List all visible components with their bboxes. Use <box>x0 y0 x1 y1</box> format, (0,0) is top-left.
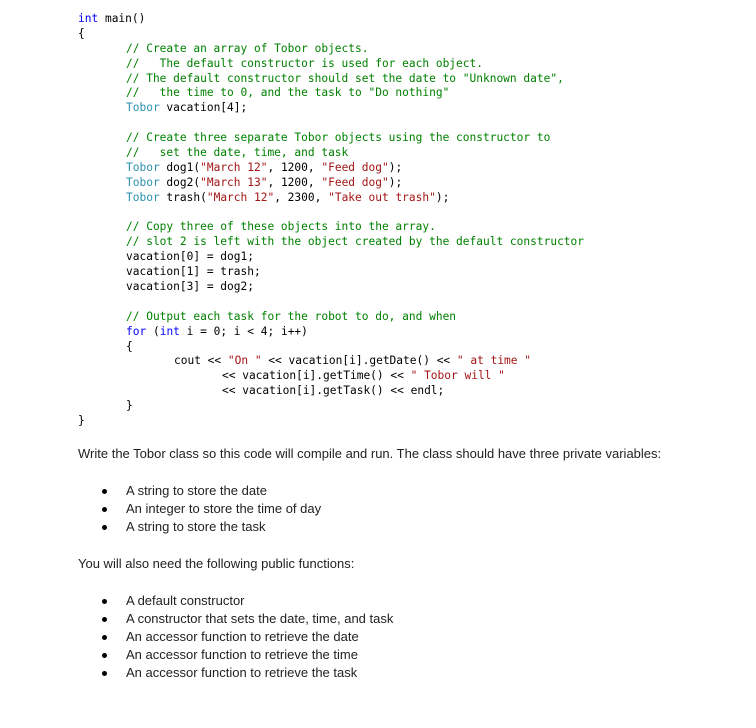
code-token: main() <box>98 12 146 25</box>
code-token: " at time " <box>456 354 531 368</box>
code-line <box>78 161 584 176</box>
code-token: int <box>78 12 99 25</box>
code-line <box>78 280 584 295</box>
code-line <box>78 265 584 280</box>
code-line <box>78 354 584 369</box>
code-line <box>78 340 584 355</box>
list-item <box>100 482 321 500</box>
code-token: // Output each task for the robot to do, and when <box>126 309 457 323</box>
code-token: , 1200, <box>267 175 322 189</box>
list-item <box>100 500 321 518</box>
code-line <box>78 235 584 250</box>
code-token: ); <box>435 190 450 204</box>
code-line <box>78 399 584 414</box>
code-line <box>78 101 584 116</box>
code-line <box>78 42 584 57</box>
code-token: ); <box>388 160 403 174</box>
code-line <box>78 325 584 340</box>
code-token: "Feed dog" <box>321 175 389 189</box>
code-token: { <box>78 26 85 40</box>
list-item <box>100 610 393 628</box>
functions-paragraph: You will also need the following public functions: <box>78 556 355 571</box>
code-line <box>78 176 584 191</box>
code-line <box>78 146 584 161</box>
code-line <box>78 191 584 206</box>
code-token: << vacation[i].getTask() << endl; <box>222 384 445 398</box>
bullet-icon <box>102 653 107 658</box>
code-line <box>78 27 584 42</box>
code-line <box>78 295 584 310</box>
code-line <box>78 116 584 131</box>
code-token: "March 12" <box>206 190 275 204</box>
bullet-icon <box>102 507 107 512</box>
list-item-text: A string to store the date <box>126 483 267 498</box>
code-line <box>78 310 584 325</box>
bullet-icon <box>102 635 107 640</box>
code-token: vacation[4]; <box>159 101 248 115</box>
list-item <box>100 646 393 664</box>
code-token: << vacation[i].getDate() << <box>261 354 457 368</box>
list-item-text: An accessor function to retrieve the date <box>126 629 359 644</box>
code-token: "On " <box>227 354 262 368</box>
list-item-text: An integer to store the time of day <box>126 501 322 516</box>
code-line <box>78 414 584 429</box>
bullet-icon <box>102 489 107 494</box>
code-line <box>78 72 584 87</box>
code-token: Tobor <box>126 175 160 189</box>
code-token: Tobor <box>126 190 160 204</box>
list-item <box>100 628 393 646</box>
bullet-icon <box>102 599 107 604</box>
code-token: Tobor <box>126 101 160 115</box>
code-token: // the time to 0, and the task to "Do nothing" <box>126 86 450 100</box>
code-token: } <box>78 414 85 428</box>
code-token: } <box>126 399 133 413</box>
list-item <box>100 664 393 682</box>
code-token: // Copy three of these objects into the array. <box>126 220 436 234</box>
intro-paragraph: Write the Tobor class so this code will compile and run. The class should have three private variables: <box>78 446 662 461</box>
list-item-text: An accessor function to retrieve the time <box>126 647 358 662</box>
code-token: // set the date, time, and task <box>126 146 349 160</box>
code-token: cout << <box>174 354 228 368</box>
code-token: ); <box>388 175 403 189</box>
list-item-text: An accessor function to retrieve the task <box>126 665 358 680</box>
code-token: { <box>126 339 133 353</box>
code-token: dog2( <box>159 175 201 189</box>
code-token: " Tobor will " <box>410 369 505 383</box>
code-token: int <box>159 324 180 338</box>
code-token: // Create three separate Tobor objects using the constructor to <box>126 131 551 145</box>
code-line <box>78 369 584 384</box>
code-token: Tobor <box>126 160 160 174</box>
code-token: "March 13" <box>200 175 268 189</box>
code-line <box>78 220 584 235</box>
list-item <box>100 592 393 610</box>
list-item-text: A default constructor <box>126 593 245 608</box>
code-token: // The default constructor should set the date to "Unknown date", <box>126 71 564 85</box>
list-item-text: A string to store the task <box>126 519 266 534</box>
code-line <box>78 12 584 27</box>
code-token: "Take out trash" <box>328 190 436 204</box>
code-token: << vacation[i].getTime() << <box>222 369 411 383</box>
code-line <box>78 57 584 72</box>
code-token: // slot 2 is left with the object created by the default constructor <box>126 235 585 249</box>
code-token: // Create an array of Tobor objects. <box>126 41 369 55</box>
code-token: "Feed dog" <box>321 160 389 174</box>
code-token: for <box>126 324 147 338</box>
code-token: // The default constructor is used for each object. <box>126 56 483 70</box>
code-line <box>78 131 584 146</box>
list-item <box>100 518 321 536</box>
code-token: vacation[0] = dog1; <box>126 250 254 264</box>
code-token: vacation[1] = trash; <box>126 265 261 279</box>
code-token: i = 0; i < 4; i++) <box>179 324 308 338</box>
list-item-text: A constructor that sets the date, time, and task <box>126 611 394 626</box>
code-token: , 1200, <box>267 160 322 174</box>
code-token: ( <box>146 324 160 338</box>
code-token: dog1( <box>159 160 201 174</box>
private-variables-list <box>100 482 321 536</box>
bullet-icon <box>102 617 107 622</box>
code-line <box>78 250 584 265</box>
bullet-icon <box>102 525 107 530</box>
code-line <box>78 86 584 101</box>
code-token: trash( <box>159 190 207 204</box>
code-token: "March 12" <box>200 160 268 174</box>
code-token: vacation[3] = dog2; <box>126 280 254 294</box>
code-block <box>78 12 584 429</box>
code-line <box>78 206 584 221</box>
code-line <box>78 384 584 399</box>
public-functions-list <box>100 592 393 682</box>
code-token: , 2300, <box>274 190 329 204</box>
bullet-icon <box>102 671 107 676</box>
